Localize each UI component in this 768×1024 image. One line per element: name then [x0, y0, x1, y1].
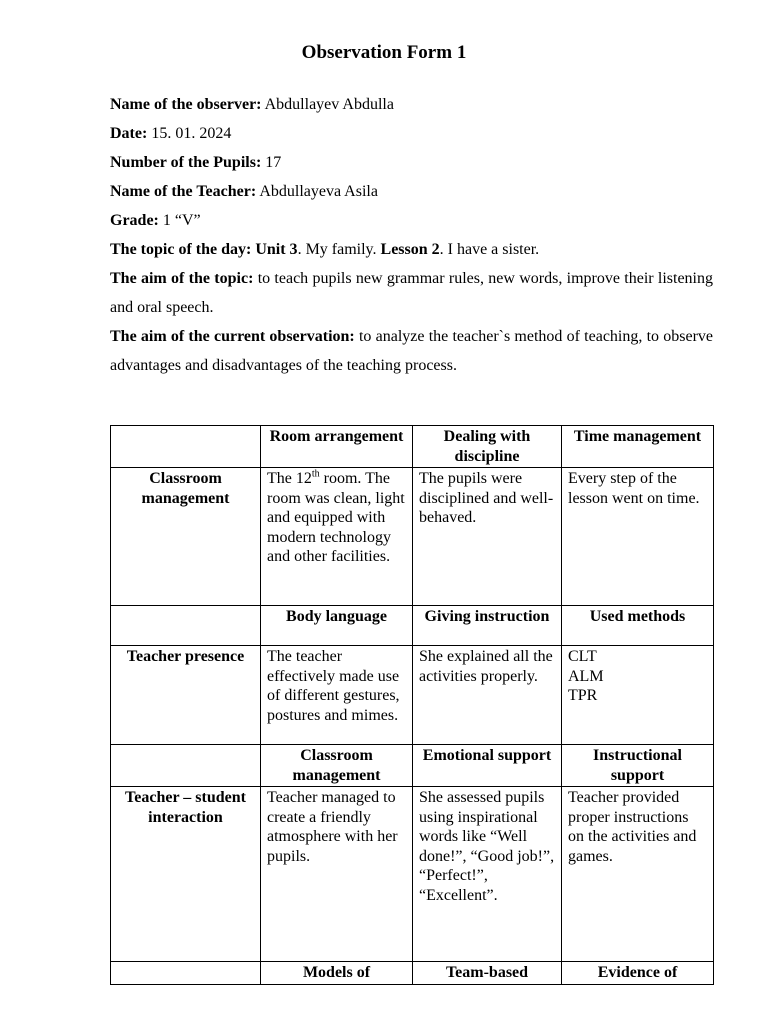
row-label-teacher-student-interaction: Teacher – student interaction: [111, 787, 261, 962]
header-evidence-of: Evidence of: [562, 962, 714, 985]
header-room-arrangement: Room arrangement: [261, 426, 413, 468]
table-header-empty: [111, 745, 261, 787]
teacher-value: Abdullayeva Asila: [259, 183, 378, 200]
room-text-rest: room. The room was clean, light and equipped with modern technology and other facilities.: [267, 470, 405, 565]
table-row: [111, 646, 714, 745]
cell-used-methods: [562, 646, 714, 745]
header-body-language: Body language: [261, 606, 413, 646]
cell-classroom-management: Teacher managed to create a friendly atmosphere with her pupils.: [261, 787, 413, 962]
row-label-teacher-presence: Teacher presence: [111, 646, 261, 745]
header-models-of: Models of: [261, 962, 413, 985]
pupils-value: 17: [265, 154, 282, 171]
method-item: ALM: [568, 667, 604, 685]
header-used-methods: Used methods: [562, 606, 714, 646]
date-line: [110, 119, 713, 148]
table-header-row: [111, 606, 714, 646]
room-ordinal-suffix: th: [311, 468, 320, 480]
date-value: 15. 01. 2024: [151, 125, 232, 142]
topic-unit: Unit 3: [255, 241, 298, 258]
page-title: Observation Form 1: [301, 42, 467, 63]
cell-body-language: The teacher effectively made use of different gestures, postures and mimes.: [261, 646, 413, 745]
topic-unit-title: . My family.: [297, 241, 381, 258]
observer-label: Name of the observer:: [110, 96, 262, 113]
table-header-row: [111, 745, 714, 787]
observation-info: [110, 90, 713, 380]
teacher-line: [110, 177, 713, 206]
table-header-row: [111, 426, 714, 468]
cell-giving-instruction: She explained all the activities properly.: [413, 646, 562, 745]
pupils-label: Number of the Pupils:: [110, 154, 262, 171]
topic-lesson-title: . I have a sister.: [439, 241, 540, 258]
method-item: TPR: [568, 687, 598, 704]
cell-instructional-support: Teacher provided proper instructions on the activities and games.: [562, 787, 714, 962]
aim-observation-label: The aim of the current observation:: [110, 328, 355, 345]
observer-line: [110, 90, 713, 119]
header-time-management: Time management: [562, 426, 714, 468]
pupils-line: [110, 148, 713, 177]
table-header-empty: [111, 606, 261, 646]
grade-line: [110, 206, 713, 235]
grade-label: Grade:: [110, 212, 159, 229]
aim-topic-label: The aim of the topic:: [110, 270, 254, 287]
topic-lesson: Lesson 2: [380, 241, 440, 258]
cell-room-arrangement: [261, 468, 413, 606]
teacher-label: Name of the Teacher:: [110, 183, 257, 200]
row-label-classroom-management: Classroom management: [111, 468, 261, 606]
topic-line: [110, 235, 713, 264]
date-label: Date:: [110, 125, 148, 142]
header-team-based: Team-based: [413, 962, 562, 985]
header-giving-instruction: Giving instruction: [413, 606, 562, 646]
table-header-row: [111, 962, 714, 985]
observation-table: [110, 425, 714, 985]
cell-time-management: Every step of the lesson went on time.: [562, 468, 714, 606]
cell-dealing-with-discipline: The pupils were disciplined and well-behaved.: [413, 468, 562, 606]
aim-observation-value: to analyze the teacher`s method of teaching, to observe advantages and disadvantages of the teaching process.: [110, 328, 714, 374]
room-text-start: The 12: [267, 470, 312, 487]
header-dealing-with-discipline: Dealing with discipline: [413, 426, 562, 468]
header-classroom-management: Classroom management: [261, 745, 413, 787]
topic-label: The topic of the day:: [110, 241, 252, 258]
table-row: [111, 787, 714, 962]
aim-observation-line: [110, 322, 713, 380]
table-row: [111, 468, 714, 606]
table-header-empty: [111, 962, 261, 985]
header-emotional-support: Emotional support: [413, 745, 562, 787]
observer-value: Abdullayev Abdulla: [264, 96, 394, 113]
cell-emotional-support: She assessed pupils using inspirational words like “Well done!”, “Good job!”, “Perfect!”, “Excellent”.: [413, 787, 562, 962]
grade-value: 1 “V”: [162, 212, 201, 229]
aim-topic-line: [110, 264, 713, 322]
header-instructional-support: Instructional support: [562, 745, 714, 787]
method-item: CLT: [568, 648, 597, 665]
aim-topic-value: to teach pupils new grammar rules, new words, improve their listening and oral speech.: [110, 270, 713, 316]
table-header-empty: [111, 426, 261, 468]
